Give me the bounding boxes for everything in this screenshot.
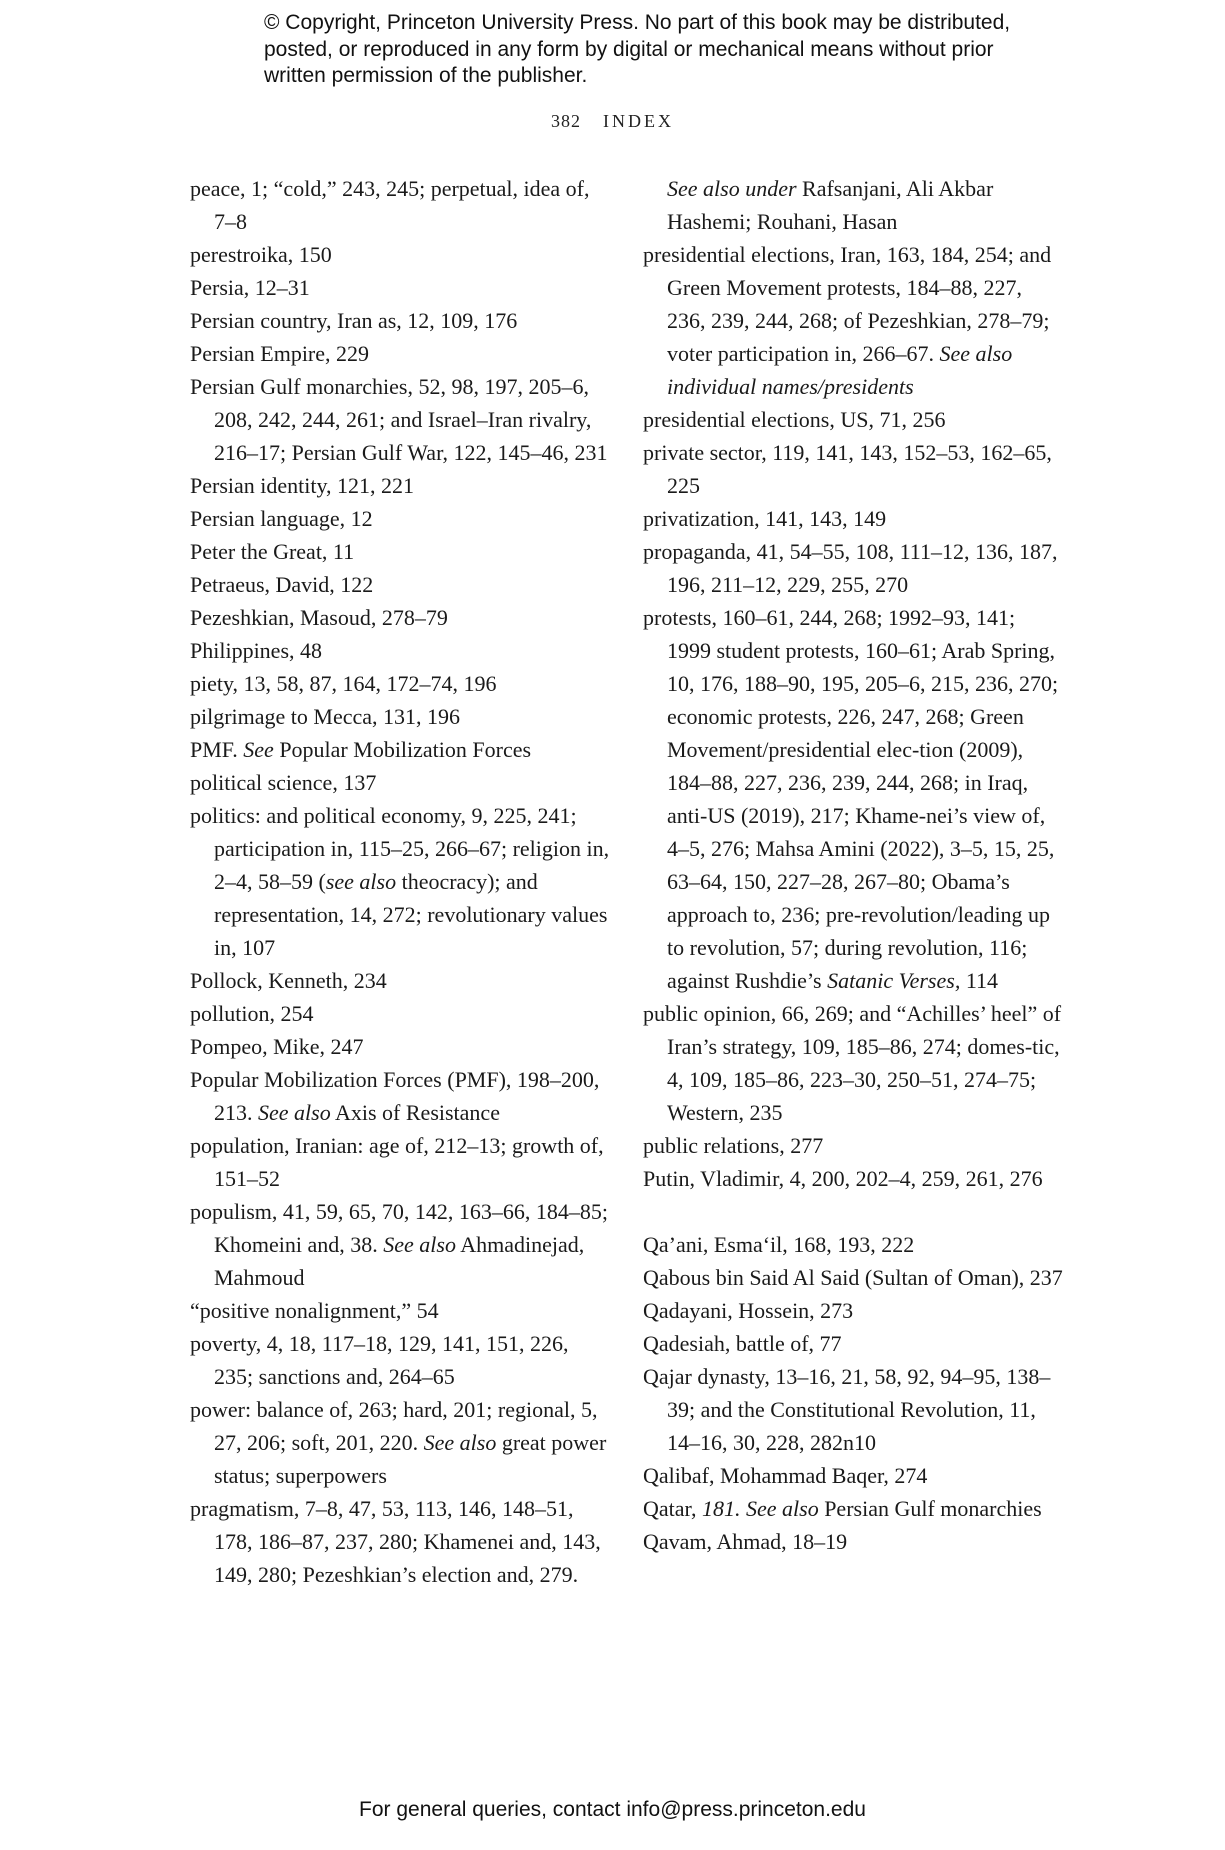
- entry-text: poverty, 4, 18, 117–18, 129, 141, 151, 226, 235; sanctions and, 264–65: [190, 1331, 569, 1389]
- index-entry: [190, 1327, 610, 1393]
- index-entry: [643, 436, 1063, 502]
- index-entry: [643, 1261, 1063, 1294]
- index-entry: [643, 1327, 1063, 1360]
- entry-text: power: balance of, 263; hard, 201; regional, 5, 27, 206; soft, 201, 220.: [190, 1397, 598, 1455]
- index-entry: [643, 1228, 1063, 1261]
- entry-text: Persian identity, 121, 221: [190, 473, 415, 498]
- entry-text: presidential elections, US, 71, 256: [643, 407, 946, 432]
- index-entry: [643, 238, 1063, 403]
- entry-text: Qatar,: [643, 1496, 702, 1521]
- index-entry: [643, 502, 1063, 535]
- index-entry: [190, 1063, 610, 1129]
- entry-text: pragmatism, 7–8, 47, 53, 113, 146, 148–51, 178, 186–87, 237, 280; Khamenei and, 143, 149, 280; Pezeshkian’s election and, 279.: [190, 1496, 601, 1587]
- entry-text: “positive nonalignment,” 54: [190, 1298, 439, 1323]
- entry-text: Ahmadinejad, Mahmoud: [214, 1232, 585, 1290]
- index-entry: [643, 1492, 1063, 1525]
- entry-text: Persian Gulf monarchies, 52, 98, 197, 205–6, 208, 242, 244, 261; and Israel–Iran rivalry, 216–17; Persian Gulf War, 122, 145–46, 231: [190, 374, 608, 465]
- letter-group-gap: [643, 1195, 1063, 1228]
- entry-text: PMF.: [190, 737, 244, 762]
- running-head: [0, 111, 1225, 132]
- index-entry: [190, 700, 610, 733]
- entry-text: presidential elections, Iran, 163, 184, 254; and Green Movement protests, 184–88, 227, 236, 239, 244, 268; of Pezeshkian, 278–79; voter participation in, 266–67.: [643, 242, 1052, 366]
- index-entry: [190, 997, 610, 1030]
- entry-text: great power status; superpowers: [214, 1430, 607, 1488]
- entry-text: political science, 137: [190, 770, 377, 795]
- italic-text: See: [243, 737, 274, 762]
- entry-text: privatization, 141, 143, 149: [643, 506, 887, 531]
- index-entry: [643, 403, 1063, 436]
- index-entry: [190, 1492, 610, 1591]
- entry-text: Pompeo, Mike, 247: [190, 1034, 364, 1059]
- entry-text: peace, 1; “cold,” 243, 245; perpetual, idea of, 7–8: [190, 176, 590, 234]
- entry-text: pollution, 254: [190, 1001, 314, 1026]
- entry-text: public opinion, 66, 269; and “Achilles’ heel” of Iran’s strategy, 109, 185–86, 274; domes-tic, 4, 109, 185–86, 223–30, 250–51, 274–75; Western, 235: [643, 1001, 1062, 1125]
- entry-text: Persian Empire, 229: [190, 341, 370, 366]
- entry-text: Qajar dynasty, 13–16, 21, 58, 92, 94–95, 138–39; and the Constitutional Revolution, 11, 14–16, 30, 228, 282n10: [643, 1364, 1051, 1455]
- entry-text: piety, 13, 58, 87, 164, 172–74, 196: [190, 671, 497, 696]
- entry-text: pilgrimage to Mecca, 131, 196: [190, 704, 461, 729]
- entry-text: propaganda, 41, 54–55, 108, 111–12, 136, 187, 196, 211–12, 229, 255, 270: [643, 539, 1058, 597]
- index-entry: [643, 1162, 1063, 1195]
- entry-text: Rafsanjani, Ali Akbar Hashemi; Rouhani, Hasan: [667, 176, 994, 234]
- entry-text: Petraeus, David, 122: [190, 572, 374, 597]
- entry-text: Qabous bin Said Al Said (Sultan of Oman), 237: [643, 1265, 1063, 1290]
- entry-text: politics: and political economy, 9, 225, 241; participation in, 115–25, 266–67; religion in, 2–4, 58–59 (: [190, 803, 610, 894]
- italic-text: See also: [258, 1100, 331, 1125]
- entry-text: Peter the Great, 11: [190, 539, 355, 564]
- entry-text: Philippines, 48: [190, 638, 323, 663]
- index-entry: [643, 1360, 1063, 1459]
- index-entry: [190, 601, 610, 634]
- index-column-right: [643, 172, 1063, 1558]
- index-entry: [190, 1129, 610, 1195]
- index-entry: [190, 667, 610, 700]
- index-entry: [190, 304, 610, 337]
- italic-text: Satanic Verses,: [827, 968, 961, 993]
- index-entry: [190, 799, 610, 964]
- entry-text: Pollock, Kenneth, 234: [190, 968, 387, 993]
- index-entry: [190, 634, 610, 667]
- index-entry: [643, 172, 1063, 238]
- entry-text: Qa’ani, Esma‘il, 168, 193, 222: [643, 1232, 915, 1257]
- index-entry: [190, 469, 610, 502]
- index-entry: [643, 1294, 1063, 1327]
- page-number: 382: [551, 111, 581, 131]
- entry-text: Popular Mobilization Forces: [273, 737, 532, 762]
- entry-text: Qalibaf, Mohammad Baqer, 274: [643, 1463, 928, 1488]
- entry-text: Qadayani, Hossein, 273: [643, 1298, 854, 1323]
- italic-text: See also: [383, 1232, 456, 1257]
- entry-text: perestroika, 150: [190, 242, 332, 267]
- entry-text: Pezeshkian, Masoud, 278–79: [190, 605, 448, 630]
- entry-text: Popular Mobilization Forces (PMF), 198–200, 213.: [190, 1067, 600, 1125]
- entry-text: Persia, 12–31: [190, 275, 310, 300]
- index-entry: [190, 1195, 610, 1294]
- index-entry: [643, 1129, 1063, 1162]
- index-entry: [190, 370, 610, 469]
- entry-text: protests, 160–61, 244, 268; 1992–93, 141; 1999 student protests, 160–61; Arab Spring, 10, 176, 188–90, 195, 205–6, 215, 236, 270; economic protests, 226, 247, 268; Green Movement/presidential elec-tion (2009), 184–88, 227, 236, 239, 244, 268; in Iraq, anti-US (2019), 217; Khame-nei’s view of, 4–5, 276; Mahsa Amini (2022), 3–5, 15, 25, 63–64, 150, 227–28, 267–80; Obama’s approach to, 236; pre-revolution/leading up to revolution, 57; during revolution, 116; against Rushdie’s: [643, 605, 1059, 993]
- italic-text: See also under: [667, 176, 797, 201]
- index-entry: [643, 601, 1063, 997]
- italic-text: See also individual names/presidents: [667, 341, 1013, 399]
- index-entry: [190, 733, 610, 766]
- index-entry: [190, 271, 610, 304]
- entry-text: Persian Gulf monarchies: [818, 1496, 1042, 1521]
- entry-text: population, Iranian: age of, 212–13; growth of, 151–52: [190, 1133, 604, 1191]
- index-column-left: [190, 172, 610, 1591]
- index-entry: [190, 337, 610, 370]
- index-entry: [643, 1459, 1063, 1492]
- entry-text: Persian language, 12: [190, 506, 373, 531]
- italic-text: See also: [423, 1430, 497, 1455]
- index-entry: [190, 766, 610, 799]
- entry-text: Persian country, Iran as, 12, 109, 176: [190, 308, 518, 333]
- entry-text: Axis of Resistance: [330, 1100, 500, 1125]
- footer-contact: For general queries, contact info@press.princeton.edu: [359, 1798, 866, 1821]
- italic-text: 181. See also: [701, 1496, 819, 1521]
- index-entry: [643, 535, 1063, 601]
- copyright-notice: © Copyright, Princeton University Press. No part of this book may be distributed, posted, or reproduced in any form by digital or mechanical means without prior written permission of the publisher.: [264, 11, 1011, 87]
- index-entry: [190, 502, 610, 535]
- index-entry: [190, 1294, 610, 1327]
- index-entry: [190, 172, 610, 238]
- index-entry: [190, 568, 610, 601]
- index-entry: [190, 1030, 610, 1063]
- entry-text: Putin, Vladimir, 4, 200, 202–4, 259, 261, 276: [643, 1166, 1043, 1191]
- entry-text: 114: [960, 968, 998, 993]
- section-title: INDEX: [603, 111, 674, 131]
- entry-text: populism, 41, 59, 65, 70, 142, 163–66, 184–85; Khomeini and, 38.: [190, 1199, 609, 1257]
- entry-text: public relations, 277: [643, 1133, 824, 1158]
- index-entry: [190, 1393, 610, 1492]
- index-entry: [190, 238, 610, 271]
- entry-text: private sector, 119, 141, 143, 152–53, 162–65, 225: [643, 440, 1052, 498]
- index-entry: [643, 997, 1063, 1129]
- entry-text: theocracy); and representation, 14, 272; revolutionary values in, 107: [214, 869, 608, 960]
- index-entry: [643, 1525, 1063, 1558]
- entry-text: Qadesiah, battle of, 77: [643, 1331, 842, 1356]
- italic-text: see also: [325, 869, 397, 894]
- index-entry: [190, 964, 610, 997]
- entry-text: Qavam, Ahmad, 18–19: [643, 1529, 848, 1554]
- index-entry: [190, 535, 610, 568]
